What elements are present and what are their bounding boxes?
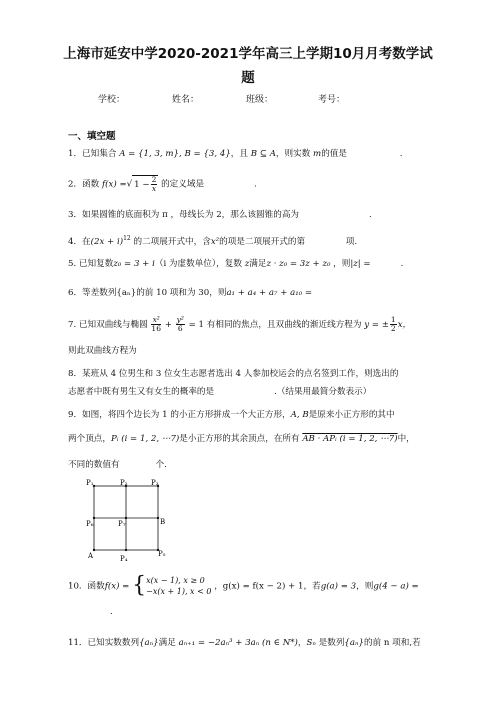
- label-p6: P₆: [86, 520, 94, 528]
- label-b: B: [160, 518, 166, 526]
- exam-title-line1: 上海市延安中学2020-2021学年高三上学期10月月考数学试: [63, 46, 433, 62]
- question-9: 9．如图，将四个边长为 1 的小正方形拼成一个大正方形，A, B是原来小正方形的其中: [68, 410, 395, 420]
- question-4: 4．在$(2x + i)^{12}$ 的二项展开式中，含x²的项是二项展开式的第 项.: [68, 235, 358, 247]
- label-p1: P₁: [86, 479, 94, 487]
- label-p4: P₄: [120, 555, 128, 563]
- question-6: 6．等差数列{aₙ}的前 10 项和为 30，则a₁ + a₄ + a₇ + a₁₀ =: [68, 288, 313, 298]
- question-8-line-2: 志愿者中既有男生又有女生的概率的是 .（结果用最简分数表示）: [68, 387, 372, 397]
- question-1: 1．已知集合 A = {1, 3, m}, B = {3, 4}，且 B ⊆ A，则实数 m的值是 .: [68, 149, 403, 159]
- label-p5: P₅: [158, 550, 166, 558]
- name-label: 姓名：: [172, 95, 200, 105]
- exam-title-line2: 题: [241, 70, 255, 86]
- question-2: 2．函数 f(x) =√ 1 − $\frac{2}{x}$ 的定义域是 .: [68, 175, 257, 193]
- school-label: 学校：: [98, 95, 126, 105]
- question-7-line-2: 则此双曲线方程为: [68, 346, 137, 356]
- question-7: 7. 已知双曲线与椭圆 $\frac{\text{x²}}{16}$ + $\frac{\text{y²}}{6}$ = 1 有相同的焦点，且双曲线的渐近线方程为 y = ± $\frac{1}{2}$ x，: [68, 315, 412, 333]
- question-9-line-3: 不同的数值有 个.: [68, 460, 167, 470]
- label-a: A: [88, 552, 94, 560]
- class-label: 班级：: [246, 95, 274, 105]
- question-10-dot: .: [110, 607, 113, 617]
- question-5: 5. 已知复数z₀ = 3 + i（i 为虚数单位），复数 z满足z · z₀ = 3z + z₀ ，则|z| = .: [68, 259, 404, 269]
- question-9-line-2: 两个顶点，Pᵢ (i = 1, 2, ⋯7)是小正方形的其余顶点，在所有 AB · APᵢ (i = 1, 2, ⋯7)中，: [68, 434, 415, 444]
- question-11: 11．已知实数数列{aₙ}满足 aₙ₊₁ = −2aₙ³ + 3aₙ (n ∈ N*)，Sₙ 是数列{aₙ}的前 n 项和,若: [68, 638, 421, 648]
- number-label: 考号：: [318, 95, 346, 105]
- section-heading: 一、填空题: [68, 131, 116, 142]
- question-10: 10．函数f(x) = {x(x − 1), x ≥ 0 −x(x + 1), x < 0 ，g(x) = f(x − 2) + 1，若g(a) = 3，则g(4 − a) =: [68, 573, 419, 598]
- grid-figure: [68, 478, 178, 564]
- label-p7: P₇: [118, 520, 126, 528]
- label-p3: P₃: [151, 479, 159, 487]
- question-3: 3．如果圆锥的底面积为 π ，母线长为 2，那么该圆锥的高为 .: [68, 210, 372, 220]
- label-p2: P₂: [120, 479, 128, 487]
- question-8: 8．某班从 4 位男生和 3 位女生志愿者选出 4 人参加校运会的点名签到工作，则选出的: [68, 369, 399, 379]
